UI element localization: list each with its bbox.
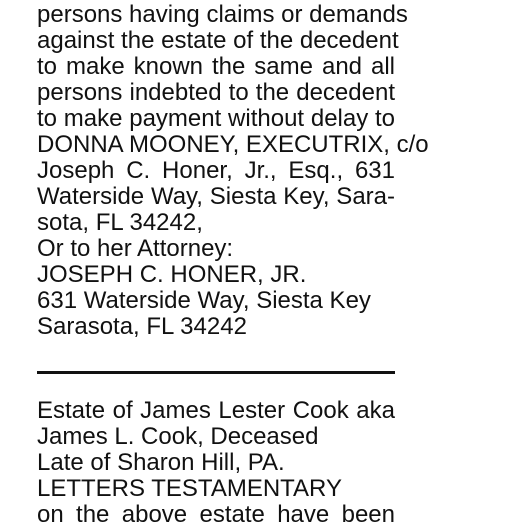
notice-1-line: sota, FL 34242, bbox=[37, 209, 203, 236]
notice-1-line: Waterside Way, Siesta Key, Sara- bbox=[37, 183, 395, 210]
notice-2-line: James L. Cook, Deceased bbox=[37, 423, 319, 450]
notice-1-line: persons indebted to the decedent bbox=[37, 79, 395, 106]
notice-1-line: Joseph C. Honer, Jr., Esq., 631 bbox=[37, 157, 395, 184]
notice-1-line: 631 Waterside Way, Siesta Key bbox=[37, 287, 371, 314]
notice-1-line: Sarasota, FL 34242 bbox=[37, 313, 247, 340]
notice-2-line: LETTERS TESTAMENTARY bbox=[37, 475, 342, 502]
notice-column bbox=[37, 0, 429, 528]
notice-1-line: to make known the same and all bbox=[37, 53, 395, 80]
notice-1-line: JOSEPH C. HONER, JR. bbox=[37, 261, 307, 288]
notice-1-line: persons having claims or demands bbox=[37, 1, 408, 28]
notice-1-line: to make payment without delay to bbox=[37, 105, 395, 132]
notice-2-line: Late of Sharon Hill, PA. bbox=[37, 449, 285, 476]
notice-2-line: on the above estate have been bbox=[37, 501, 395, 528]
notice-1-line: against the estate of the decedent bbox=[37, 27, 399, 54]
notice-separator-rule bbox=[37, 371, 395, 374]
notice-1-line: Or to her Attorney: bbox=[37, 235, 234, 262]
notice-2-line: Estate of James Lester Cook aka bbox=[37, 397, 395, 424]
notice-1-line: DONNA MOONEY, EXECUTRIX, c/o bbox=[37, 131, 429, 158]
